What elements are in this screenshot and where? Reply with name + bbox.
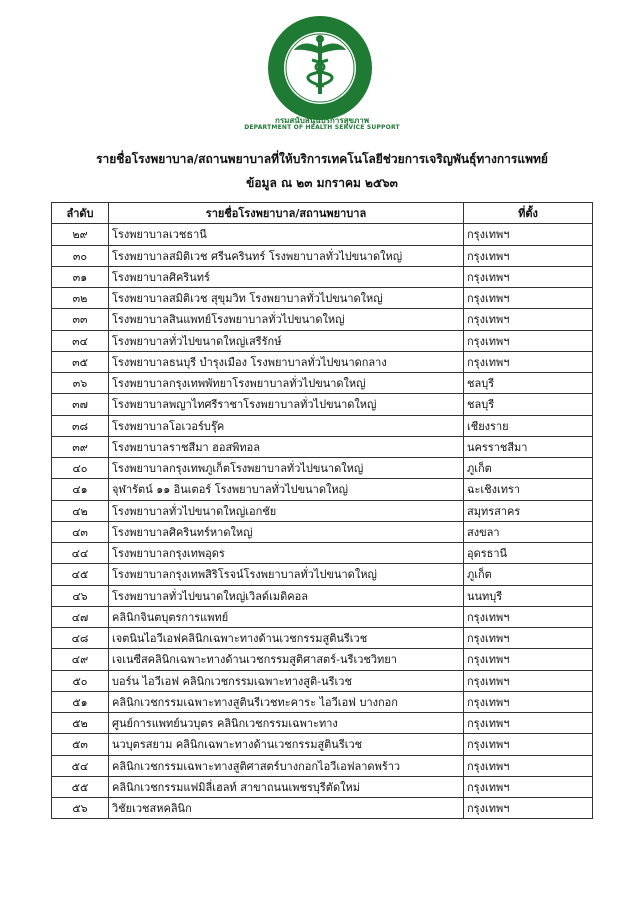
hospital-location: สมุทรสาคร — [464, 500, 593, 521]
hospital-location: ภูเก็ต — [464, 458, 593, 479]
hospital-location: ชลบุรี — [464, 373, 593, 394]
hospital-location: กรุงเทพฯ — [464, 351, 593, 372]
row-number: ๔๔ — [52, 543, 109, 564]
hospital-name: โรงพยาบาลกรุงเทพภูเก็ตโรงพยาบาลทั่วไปขนาดใหญ่ — [109, 458, 464, 479]
hospital-name: โรงพยาบาลทั่วไปขนาดใหญ่เวิลด์เมดิคอล — [109, 585, 464, 606]
hospital-name: โรงพยาบาลราชสีมา ฮอสพิทอล — [109, 436, 464, 457]
row-number: ๔๓ — [52, 521, 109, 542]
table-row — [52, 713, 593, 734]
table-row — [52, 266, 593, 287]
page-title: รายชื่อโรงพยาบาล/สถานพยาบาลที่ให้บริการเทคโนโลยีช่วยการเจริญพันธุ์ทางการแพทย์ — [96, 152, 548, 166]
hospital-name: โรงพยาบาลสินแพทย์โรงพยาบาลทั่วไปขนาดใหญ่ — [109, 309, 464, 330]
hospital-location: กรุงเทพฯ — [464, 776, 593, 797]
table-row — [52, 649, 593, 670]
hospital-name: จุฬารัตน์ ๑๑ อินเตอร์ โรงพยาบาลทั่วไปขนาดใหญ่ — [109, 479, 464, 500]
row-number: ๓๓ — [52, 309, 109, 330]
hospital-name: โรงพยาบาลทั่วไปขนาดใหญ่เสรีรักษ์ — [109, 330, 464, 351]
column-header-location: ที่ตั้ง — [464, 203, 593, 224]
row-number: ๓๘ — [52, 415, 109, 436]
table-row — [52, 755, 593, 776]
ministry-logo — [262, 14, 378, 130]
hospital-name: โรงพยาบาลศิครินทร์ — [109, 266, 464, 287]
hospital-name: โรงพยาบาลทั่วไปขนาดใหญ่เอกชัย — [109, 500, 464, 521]
table-header-row — [52, 203, 593, 224]
hospital-location: กรุงเทพฯ — [464, 330, 593, 351]
hospital-table — [51, 202, 593, 819]
page-subtitle: ข้อมูล ณ ๒๓ มกราคม ๒๕๖๓ — [246, 176, 398, 190]
row-number: ๕๖ — [52, 798, 109, 819]
hospital-location: กรุงเทพฯ — [464, 266, 593, 287]
table-row — [52, 564, 593, 585]
table-row — [52, 606, 593, 627]
column-header-name: รายชื่อโรงพยาบาล/สถานพยาบาล — [109, 203, 464, 224]
table-row — [52, 288, 593, 309]
row-number: ๕๒ — [52, 713, 109, 734]
hospital-name: โรงพยาบาลกรุงเทพพัทยาโรงพยาบาลทั่วไปขนาดใหญ่ — [109, 373, 464, 394]
table-row — [52, 309, 593, 330]
table-row — [52, 330, 593, 351]
table-row — [52, 798, 593, 819]
hospital-name: คลินิกเวชกรรมแฟมิลี่เฮลท์ สาขาถนนเพชรบุรีตัดใหม่ — [109, 776, 464, 797]
hospital-name: โรงพยาบาลสมิติเวช ศรีนครินทร์ โรงพยาบาลทั่วไปขนาดใหญ่ — [109, 245, 464, 266]
hospital-location: กรุงเทพฯ — [464, 309, 593, 330]
table-row — [52, 415, 593, 436]
row-number: ๔๘ — [52, 628, 109, 649]
hospital-location: กรุงเทพฯ — [464, 245, 593, 266]
hospital-location: กรุงเทพฯ — [464, 628, 593, 649]
hospital-location: เชียงราย — [464, 415, 593, 436]
hospital-location: ชลบุรี — [464, 394, 593, 415]
table-row — [52, 628, 593, 649]
hospital-name: โรงพยาบาลสมิติเวช สุขุมวิท โรงพยาบาลทั่วไปขนาดใหญ่ — [109, 288, 464, 309]
row-number: ๓๒ — [52, 288, 109, 309]
hospital-location: นนทบุรี — [464, 585, 593, 606]
row-number: ๔๐ — [52, 458, 109, 479]
table-row — [52, 479, 593, 500]
row-number: ๕๐ — [52, 670, 109, 691]
hospital-location: กรุงเทพฯ — [464, 288, 593, 309]
hospital-location: กรุงเทพฯ — [464, 798, 593, 819]
department-name-thai: กรมสนับสนุนบริการสุขภาพ — [274, 116, 370, 125]
table-row — [52, 776, 593, 797]
hospital-name: เจเนซีสคลินิกเฉพาะทางด้านเวชกรรมสูติศาสตร์-นรีเวชวิทยา — [109, 649, 464, 670]
hospital-name: นวบุตรสยาม คลินิกเฉพาะทางด้านเวชกรรมสูตินรีเวช — [109, 734, 464, 755]
table-row — [52, 458, 593, 479]
hospital-name: ศูนย์การแพทย์นวบุตร คลินิกเวชกรรมเฉพาะทาง — [109, 713, 464, 734]
row-number: ๕๕ — [52, 776, 109, 797]
row-number: ๕๓ — [52, 734, 109, 755]
hospital-location: กรุงเทพฯ — [464, 713, 593, 734]
hospital-location: กรุงเทพฯ — [464, 755, 593, 776]
table-row — [52, 351, 593, 372]
table-row — [52, 373, 593, 394]
hospital-location: กรุงเทพฯ — [464, 224, 593, 245]
row-number: ๔๕ — [52, 564, 109, 585]
table-row — [52, 670, 593, 691]
hospital-location: กรุงเทพฯ — [464, 734, 593, 755]
hospital-location: กรุงเทพฯ — [464, 606, 593, 627]
row-number: ๔๒ — [52, 500, 109, 521]
hospital-location: ภูเก็ต — [464, 564, 593, 585]
table-row — [52, 224, 593, 245]
hospital-name: โรงพยาบาลศิครินทร์หาดใหญ่ — [109, 521, 464, 542]
row-number: ๓๕ — [52, 351, 109, 372]
hospital-location: อุดรธานี — [464, 543, 593, 564]
hospital-name: คลินิกจินตบุตรการแพทย์ — [109, 606, 464, 627]
row-number: ๕๔ — [52, 755, 109, 776]
row-number: ๓๔ — [52, 330, 109, 351]
row-number: ๔๙ — [52, 649, 109, 670]
ministry-seal-icon — [262, 14, 378, 130]
hospital-name: โรงพยาบาลกรุงเทพสิริโรจน์โรงพยาบาลทั่วไปขนาดใหญ่ — [109, 564, 464, 585]
row-number: ๕๑ — [52, 691, 109, 712]
table-row — [52, 585, 593, 606]
table-row — [52, 394, 593, 415]
row-number: ๔๖ — [52, 585, 109, 606]
hospital-name: เจตนินไอวีเอฟคลินิกเฉพาะทางด้านเวชกรรมสูตินรีเวช — [109, 628, 464, 649]
table-row — [52, 521, 593, 542]
hospital-name: บอร์น ไอวีเอฟ คลินิกเวชกรรมเฉพาะทางสูติ-นรีเวช — [109, 670, 464, 691]
hospital-name: โรงพยาบาลโอเวอร์บรุ๊ค — [109, 415, 464, 436]
hospital-location: กรุงเทพฯ — [464, 691, 593, 712]
hospital-name: โรงพยาบาลเวชธานี — [109, 224, 464, 245]
table-row — [52, 543, 593, 564]
table-row — [52, 500, 593, 521]
hospital-location: สงขลา — [464, 521, 593, 542]
table-row — [52, 691, 593, 712]
department-name-english: DEPARTMENT OF HEALTH SERVICE SUPPORT — [244, 124, 400, 131]
row-number: ๓๖ — [52, 373, 109, 394]
row-number: ๓๐ — [52, 245, 109, 266]
row-number: ๔๗ — [52, 606, 109, 627]
hospital-name: โรงพยาบาลธนบุรี บำรุงเมือง โรงพยาบาลทั่วไปขนาดกลาง — [109, 351, 464, 372]
hospital-location: กรุงเทพฯ — [464, 649, 593, 670]
table-row — [52, 245, 593, 266]
column-header-order: ลำดับ — [52, 203, 109, 224]
hospital-name: วิชัยเวชสหคลินิก — [109, 798, 464, 819]
hospital-location: กรุงเทพฯ — [464, 670, 593, 691]
row-number: ๒๙ — [52, 224, 109, 245]
hospital-name: คลินิกเวชกรรมเฉพาะทางสูตินรีเวชทะคาระ ไอวีเอฟ บางกอก — [109, 691, 464, 712]
row-number: ๓๑ — [52, 266, 109, 287]
table-row — [52, 436, 593, 457]
hospital-name: คลินิกเวชกรรมเฉพาะทางสูติศาสตร์บางกอกไอวีเอฟลาดพร้าว — [109, 755, 464, 776]
row-number: ๔๑ — [52, 479, 109, 500]
row-number: ๓๗ — [52, 394, 109, 415]
table-row — [52, 734, 593, 755]
hospital-location: ฉะเชิงเทรา — [464, 479, 593, 500]
row-number: ๓๙ — [52, 436, 109, 457]
hospital-name: โรงพยาบาลกรุงเทพอุดร — [109, 543, 464, 564]
hospital-location: นครราชสีมา — [464, 436, 593, 457]
hospital-name: โรงพยาบาลพญาไทศรีราชาโรงพยาบาลทั่วไปขนาดใหญ่ — [109, 394, 464, 415]
